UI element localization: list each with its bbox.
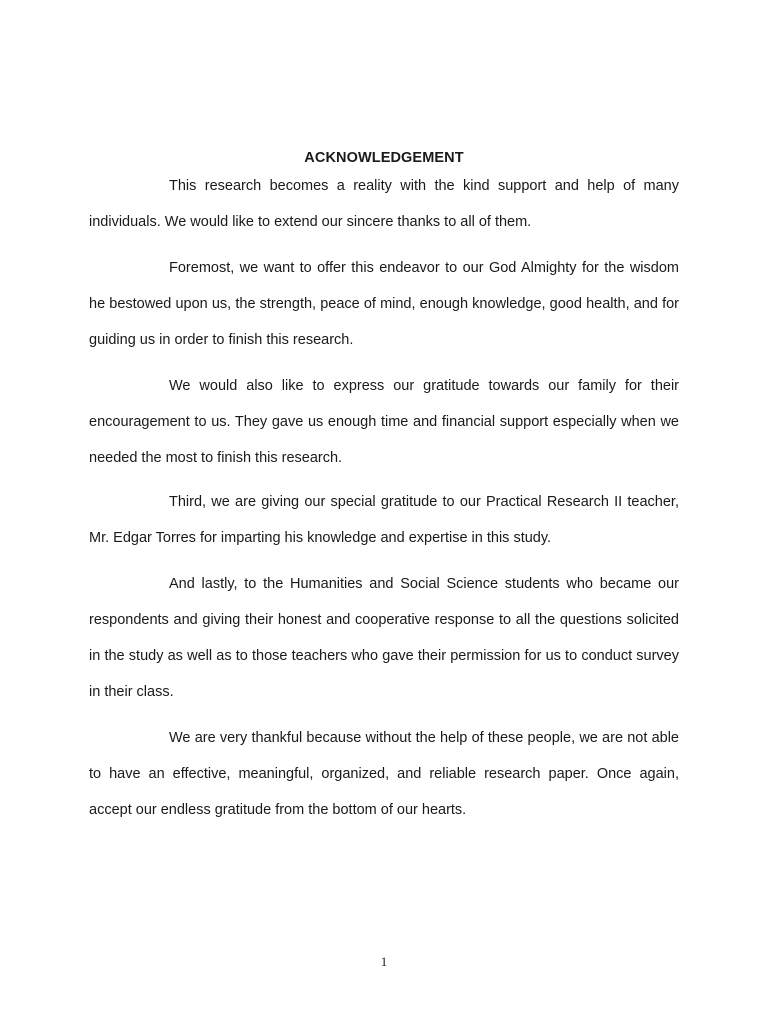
document-title: ACKNOWLEDGEMENT — [304, 150, 464, 166]
paragraph-family: We would also like to express our gratitude towards our family for their encouragement to us. They gave us enough time and financial support especially when we needed the most to finish this research. — [89, 378, 679, 466]
paragraph-god: Foremost, we want to offer this endeavor to our God Almighty for the wisdom he bestowed upon us, the strength, peace of mind, enough knowledge, good health, and for guiding us in order to finish this research. — [89, 260, 679, 348]
paragraph-teacher: Third, we are giving our special gratitude to our Practical Research II teacher, Mr. Edgar Torres for imparting his knowledge and expertise in this study. — [89, 494, 679, 546]
paragraph-closing: We are very thankful because without the help of these people, we are not able to have an effective, meaningful, organized, and reliable research paper. Once again, accept our endless gratitude from the bottom of our hearts. — [89, 730, 679, 818]
paragraph-intro: This research becomes a reality with the kind support and help of many individuals. We would like to extend our sincere thanks to all of them. — [89, 178, 679, 230]
page-number: 1 — [380, 954, 388, 969]
paragraph-students: And lastly, to the Humanities and Social Science students who became our respondents and giving their honest and cooperative response to all the questions solicited in the study as well as to those teachers who gave their permission for us to conduct survey in their class. — [89, 576, 679, 700]
